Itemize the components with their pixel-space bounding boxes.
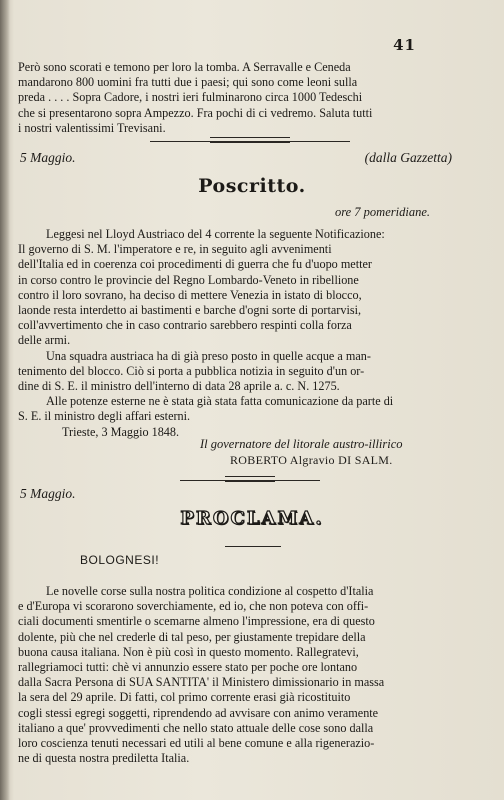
section2-date: 5 Maggio.: [20, 486, 76, 501]
text-line: i nostri valentissimi Trevisani.: [18, 120, 166, 135]
book-gutter: [0, 0, 10, 800]
text-line: contro il loro sovrano, ha deciso di mettere Venezia in istato di blocco,: [18, 287, 362, 302]
text-line: buona causa italiana. Non è più così in questo momento. Rallegratevi,: [18, 644, 359, 659]
text-line: dolente, più che nel crederle di tal peso, per giustamente trepidare della: [18, 629, 366, 644]
text-line: la sera del 29 aprile. Di fatti, col primo corrente erasi già ricostituito: [18, 690, 351, 705]
title-underline: [225, 546, 281, 547]
page-number: 41: [393, 36, 416, 54]
text-line: Però sono scorati e temono per loro la tomba. A Serravalle e Ceneda: [18, 60, 351, 74]
text-line: loro coscienza tenuti necessari ed utili al bene comune e alla rigenerazio-: [18, 736, 375, 751]
text-line: S. E. il ministro degli affari esterni.: [18, 409, 191, 424]
proclama-title: PROCLAMA.: [180, 508, 324, 529]
divider-ornament: [210, 137, 290, 143]
proclama-body: [18, 584, 458, 766]
text-line: che si presentarono sopra Ampezzo. Fra pochi di ci vedremo. Saluta tutti: [18, 105, 373, 120]
section-divider: [180, 480, 320, 481]
section1-date: 5 Maggio.: [20, 150, 76, 165]
text-line: preda . . . . Sopra Cadore, i nostri ieri fulminarono circa 1000 Tedeschi: [18, 90, 363, 105]
intro-paragraph: [18, 60, 458, 136]
section-divider: [150, 141, 350, 142]
signature-name: ROBERTO Algravio DI SALM.: [230, 453, 393, 467]
text-line: Alle potenze esterne ne è stata già stata fatta comunicazione da parte di: [46, 394, 394, 409]
text-line: ciali documenti smentirle o scemarne almeno l'impressione, era di questo: [18, 614, 375, 629]
text-line: cogli stessi egregi soggetti, riprendendo ad avvisare con animo veramente: [18, 705, 379, 720]
text-line: Una squadra austriaca ha di già preso posto in quelle acque a man-: [46, 348, 371, 363]
text-line: Le novelle corse sulla nostra politica condizione al cospetto d'Italia: [46, 584, 374, 598]
text-line: laonde resta interdetto ai bastimenti e barche d'ogni sorte di portarvisi,: [18, 303, 361, 318]
text-line: Leggesi nel Lloyd Austriaco del 4 corrente la seguente Notificazione:: [46, 227, 385, 241]
text-line: ne di questa nostra prediletta Italia.: [18, 751, 190, 766]
section1-source: (dalla Gazzetta): [364, 150, 452, 165]
notification-paragraph: [18, 227, 458, 440]
text-line: mandarono 800 uomini fra tutti due i paesi; qui sono come leoni sulla: [18, 75, 358, 90]
text-line: dalla Sacra Persona di SUA SANTITA' il Ministero dimissionario in massa: [18, 675, 385, 690]
section1-title: Poscritto.: [198, 175, 306, 197]
text-line: dell'Italia ed in coerenza coi procedimenti di guerra che fu d'uopo metter: [18, 257, 372, 272]
text-line: delle armi.: [18, 333, 71, 348]
section1-time: ore 7 pomeridiane.: [334, 205, 430, 219]
text-line: dine di S. E. il ministro dell'interno di data 28 aprile a. c. N. 1275.: [18, 379, 340, 394]
salutation: BOLOGNESI!: [80, 553, 160, 567]
text-line: e d'Europa vi scorarono soverchiamente, ed io, che non poteva con offi-: [18, 599, 369, 614]
place-date: Trieste, 3 Maggio 1848.: [62, 424, 180, 439]
text-line: in corso contro le provincie del Regno Lombardo-Veneto in ribellione: [18, 272, 359, 287]
signature-role: Il governatore del litorale austro-illirico: [200, 437, 403, 451]
text-line: Il governo di S. M. l'imperatore e re, in seguito agli avvenimenti: [18, 242, 332, 257]
text-line: tenimento del blocco. Ciò si porta a pubblica notizia in seguito d'un or-: [18, 363, 365, 378]
text-line: italiano a que' provvedimenti che nello stato attuale delle cose sono dalla: [18, 720, 374, 735]
text-line: rallegriamoci tutti: chè vi annunzio essere stato per poche ore lontano: [18, 660, 358, 675]
divider-ornament: [225, 476, 275, 482]
text-line: coll'avvertimento che in caso contrario sarebbero respinti colla forza: [18, 318, 352, 333]
